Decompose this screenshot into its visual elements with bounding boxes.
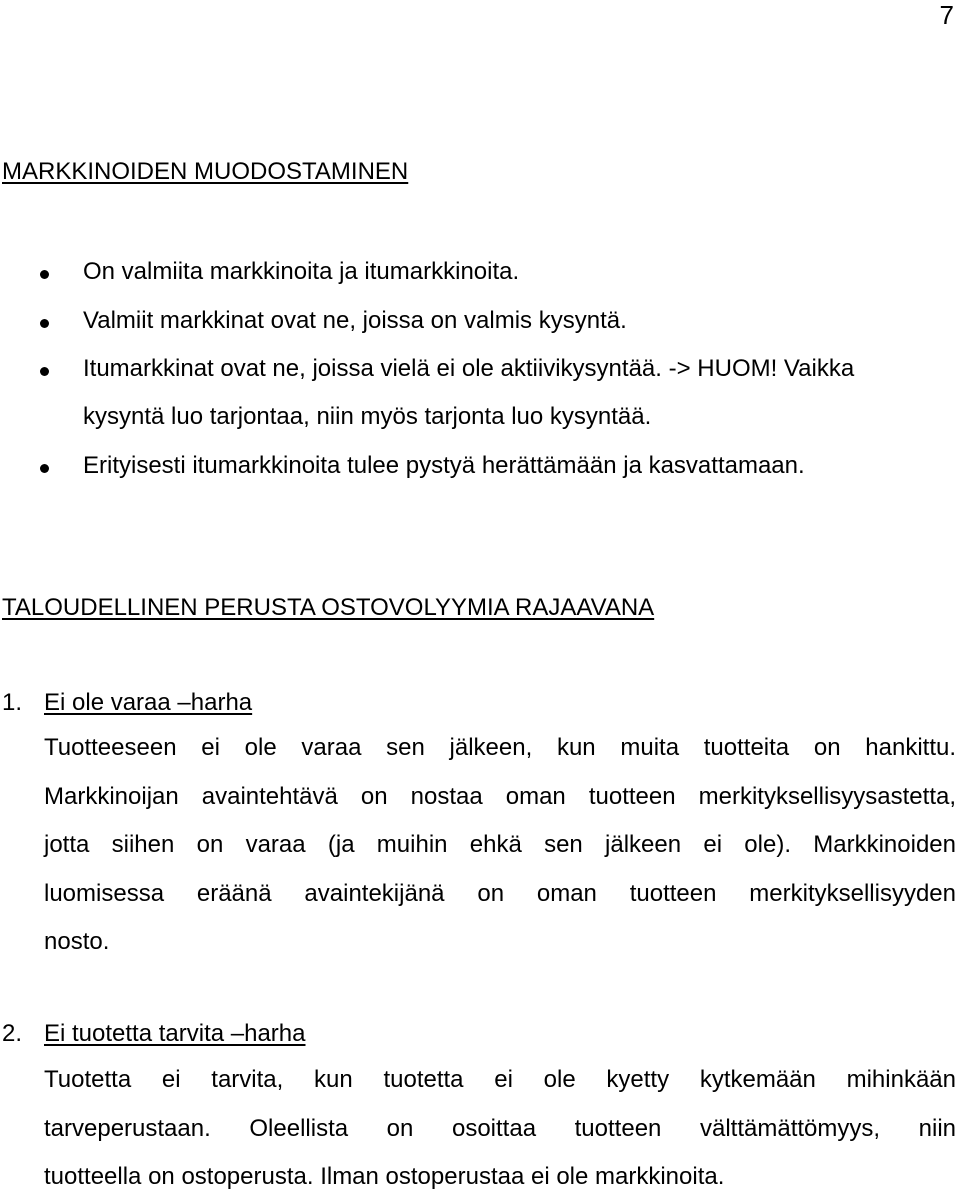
paragraph-line: Tuotteeseen ei ole varaa sen jälkeen, kun muita tuotteita on hankittu. [44,734,956,761]
paragraph-line: Tuotetta ei tarvita, kun tuotetta ei ole kyetty kytkemään mihinkään [44,1066,956,1093]
bullet-dot-icon [40,270,49,279]
bullet-dot-icon [40,464,49,473]
item-number: 1. [2,689,23,716]
paragraph-line: tuotteella on ostoperusta. Ilman ostoperustaa ei ole markkinoita. [44,1163,725,1191]
paragraph-line: Markkinoijan avaintehtävä on nostaa oman tuotteen merkityksellisyysastetta, [44,782,956,810]
bullet-dot-icon [40,367,49,376]
paragraph-line: tarveperustaan. Oleellista on osoittaa tuotteen välttämättömyys, niin [44,1114,956,1142]
bullet-dot-icon [40,319,49,328]
bullet-item-continuation: kysyntä luo tarjontaa, niin myös tarjonta luo kysyntää. [83,403,652,430]
paragraph-line: luomisessa eräänä avaintekijänä on oman tuotteen merkityksellisyyden [44,879,956,907]
item-paragraph [44,724,956,967]
bullet-item: Erityisesti itumarkkinoita tulee pystyä herättämään ja kasvattamaan. [83,452,805,479]
bullet-item: Itumarkkinat ovat ne, joissa vielä ei ole aktiivikysyntää. -> HUOM! Vaikka [83,355,855,382]
paragraph-line: nosto. [44,928,110,956]
item-title: Ei ole varaa –harha [44,689,253,716]
item-number: 2. [2,1020,23,1047]
bullet-item: Valmiit markkinat ovat ne, joissa on valmis kysyntä. [83,307,627,334]
item-paragraph [44,1056,956,1202]
item-title: Ei tuotetta tarvita –harha [44,1020,306,1047]
section-heading-market: MARKKINOIDEN MUODOSTAMINEN [2,158,409,185]
paragraph-line: jotta siihen on varaa (ja muihin ehkä sen jälkeen ei ole). Markkinoiden [44,831,956,859]
page-number: 7 [939,0,954,30]
bullet-item: On valmiita markkinoita ja itumarkkinoita. [83,258,520,285]
section-heading-economy: TALOUDELLINEN PERUSTA OSTOVOLYYMIA RAJAAVANA [2,594,655,621]
